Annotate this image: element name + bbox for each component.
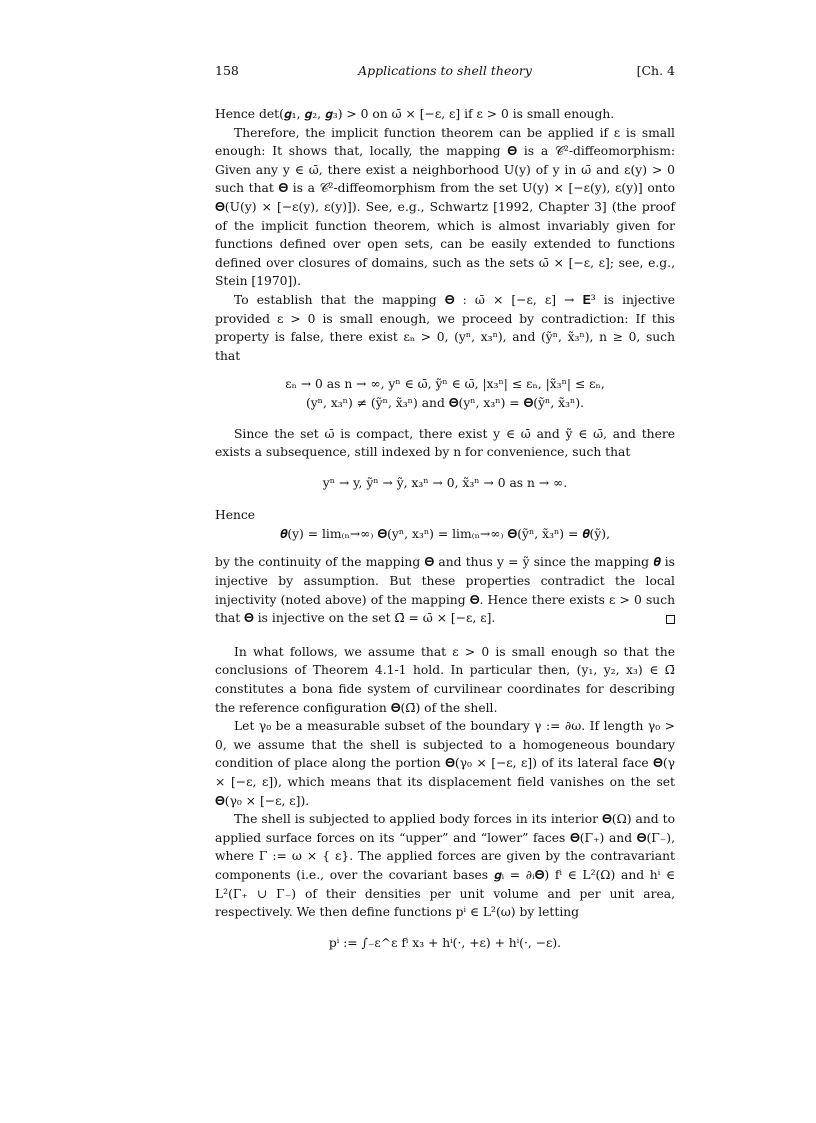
paragraph-6 [215, 553, 675, 627]
chapter-label: [Ch. 4 [636, 63, 675, 78]
equation-1a: εₙ → 0 as n → ∞, yⁿ ∈ ω̄, ỹⁿ ∈ ω̄, |x₃ⁿ| ≤ εₙ, |x̃₃ⁿ| ≤ εₙ, [285, 377, 605, 392]
running-header [215, 62, 675, 80]
paragraph-9: The shell is subjected to applied body forces in its interior 𝚯(Ω) and to applied surface forces on its “upper” and “lower” faces 𝚯(Γ₊) and 𝚯(Γ₋), where Γ := ω × { ε}. The applied forces are given by the contravariant components (i.e., over the covariant bases 𝒈ᵢ = ∂ᵢ𝚯) fⁱ ∈ L²(Ω) and hⁱ ∈ L²(Γ₊ ∪ Γ₋) of their densities per unit volume and per unit area, respectively. We then define functions pⁱ ∈ L²(ω) by letting [215, 812, 675, 920]
main-text [215, 105, 675, 952]
equation-4: pⁱ := ∫₋ε^ε fⁱ x₃ + hⁱ(·, +ε) + hⁱ(·, −ε). [328, 935, 562, 950]
equation-2: yⁿ → y, ỹⁿ → ỹ, x₃ⁿ → 0, x̃₃ⁿ → 0 as n → ∞. [322, 475, 568, 490]
equation-1b: (yⁿ, x₃ⁿ) ≠ (ỹⁿ, x̃₃ⁿ) and 𝚯(yⁿ, x₃ⁿ) = 𝚯(ỹⁿ, x̃₃ⁿ). [305, 395, 585, 410]
paragraph-5: Hence [215, 508, 256, 523]
paragraph-4: Since the set ω̄ is compact, there exist y ∈ ω̄ and ỹ ∈ ω̄, and there exists a subsequence, still indexed by n for convenience, such that [215, 426, 675, 460]
paragraph-6-text: by the continuity of the mapping 𝚯 and thus y = ỹ since the mapping 𝜽 is injective by assumption. But these properties contradict the local injectivity (noted above) of the mapping 𝚯. Hence there exists ε > 0 such that 𝚯 is injective on the set Ω̄ = ω̄ × [−ε, ε]. [215, 555, 675, 626]
paragraph-7: In what follows, we assume that ε > 0 is small enough so that the conclusions of Theorem 4.1-1 hold. In particular then, (y₁, y₂, x₃) ∈ Ω̄ constitutes a bona fide system of curvilinear coordinates for describing the reference configuration 𝚯(Ω̄) of the shell. [215, 644, 675, 715]
equation-3: 𝜽(y) = lim₍ₙ→∞₎ 𝚯(yⁿ, x₃ⁿ) = lim₍ₙ→∞₎ 𝚯(ỹⁿ, x̃₃ⁿ) = 𝜽(ỹ), [280, 526, 610, 541]
running-title: Applications to shell theory [358, 63, 532, 78]
qed-box-icon [666, 615, 675, 624]
paragraph-8: Let γ₀ be a measurable subset of the boundary γ := ∂ω. If length γ₀ > 0, we assume that the shell is subjected to a homogeneous boundary condition of place along the portion 𝚯(γ₀ × [−ε, ε]) of its lateral face 𝚯(γ × [−ε, ε]), which means that its displacement field vanishes on the set 𝚯(γ₀ × [−ε, ε]). [215, 719, 675, 808]
paragraph-3: To establish that the mapping 𝚯 : ω̄ × [−ε, ε] → 𝐄³ is injective provided ε > 0 is small enough, we proceed by contradiction: If this property is false, there exist εₙ > 0, (yⁿ, x₃ⁿ), and (ỹⁿ, x̃₃ⁿ), n ≥ 0, such that [215, 292, 675, 363]
page-number: 158 [215, 63, 239, 78]
paragraph-2: Therefore, the implicit function theorem can be applied if ε is small enough: It shows that, locally, the mapping 𝚯 is a 𝒞²-diffeomorphism: Given any y ∈ ω̄, there exist a neighborhood U(y) of y in ω̄ and ε(y) > 0 such that 𝚯 is a 𝒞²-diffeomorphism from the set U(y) × [−ε(y), ε(y)] onto 𝚯(U(y) × [−ε(y), ε(y)]). See, e.g., Schwartz [1992, Chapter 3] (the proof of the implicit function theorem, which is almost invariably given for functions defined over open sets, can be easily extended to functions defined over closures of domains, such as the sets ω̄ × [−ε, ε]; see, e.g., Stein [1970]). [215, 125, 675, 289]
paragraph-1: Hence det(𝒈₁, 𝒈₂, 𝒈₃) > 0 on ω̄ × [−ε, ε] if ε > 0 is small enough. [215, 107, 615, 121]
